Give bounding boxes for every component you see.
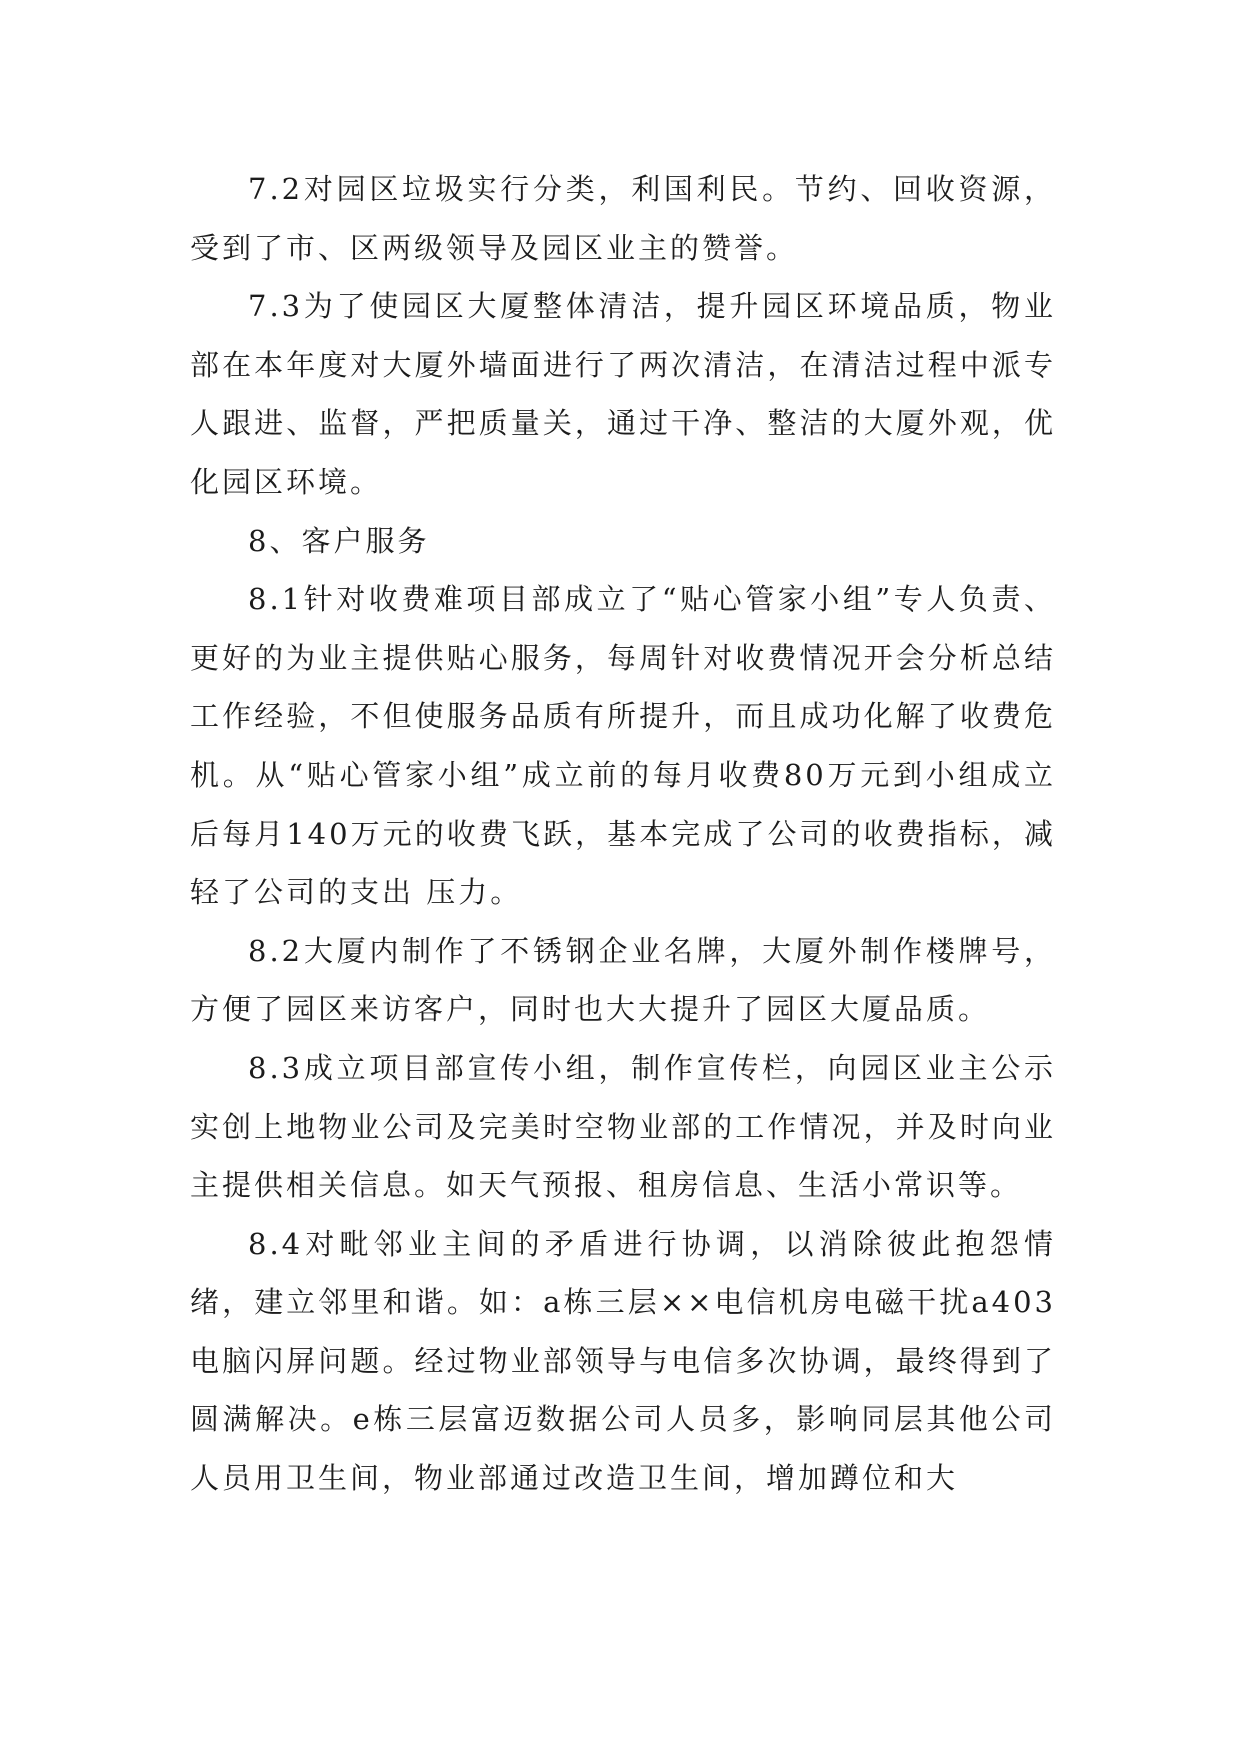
body-text xyxy=(190,160,1056,1508)
paragraph-7-2: 7.2对园区垃圾实行分类，利国利民。节约、回收资源，受到了市、区两级领导及园区业主的赞誉。 xyxy=(190,172,1056,265)
section-heading-8: 8、客户服务 xyxy=(248,523,430,558)
paragraph-8-2: 8.2大厦内制作了不锈钢企业名牌，大厦外制作楼牌号，方便了园区来访客户，同时也大大提升了园区大厦品质。 xyxy=(190,933,1056,1027)
paragraph-8-4: 8.4对毗邻业主间的矛盾进行协调，以消除彼此抱怨情绪，建立邻里和谐。如：a栋三层××电信机房电磁干扰a403电脑闪屏问题。经过物业部领导与电信多次协调，最终得到了圆满解决。e栋三层富迈数据公司人员多，影响同层其他公司人员用卫生间，物业部通过改造卫生间，增加蹲位和大 xyxy=(190,1226,1056,1496)
paragraph-8-3: 8.3成立项目部宣传小组，制作宣传栏，向园区业主公示实创上地物业公司及完美时空物业部的工作情况，并及时向业主提供相关信息。如天气预报、租房信息、生活小常识等。 xyxy=(190,1050,1056,1203)
paragraph-7-3: 7.3为了使园区大厦整体清洁，提升园区环境品质，物业部在本年度对大厦外墙面进行了两次清洁，在清洁过程中派专人跟进、监督，严把质量关，通过干净、整洁的大厦外观，优化园区环境。 xyxy=(190,289,1056,499)
paragraph-8-1: 8.1针对收费难项目部成立了“贴心管家小组”专人负责、更好的为业主提供贴心服务，每周针对收费情况开会分析总结工作经验，不但使服务品质有所提升，而且成功化解了收费危机。从“贴心管家小组”成立前的每月收费80万元到小组成立后每月140万元的收费飞跃，基本完成了公司的收费指标，减轻了公司的支出 压力。 xyxy=(190,582,1056,910)
